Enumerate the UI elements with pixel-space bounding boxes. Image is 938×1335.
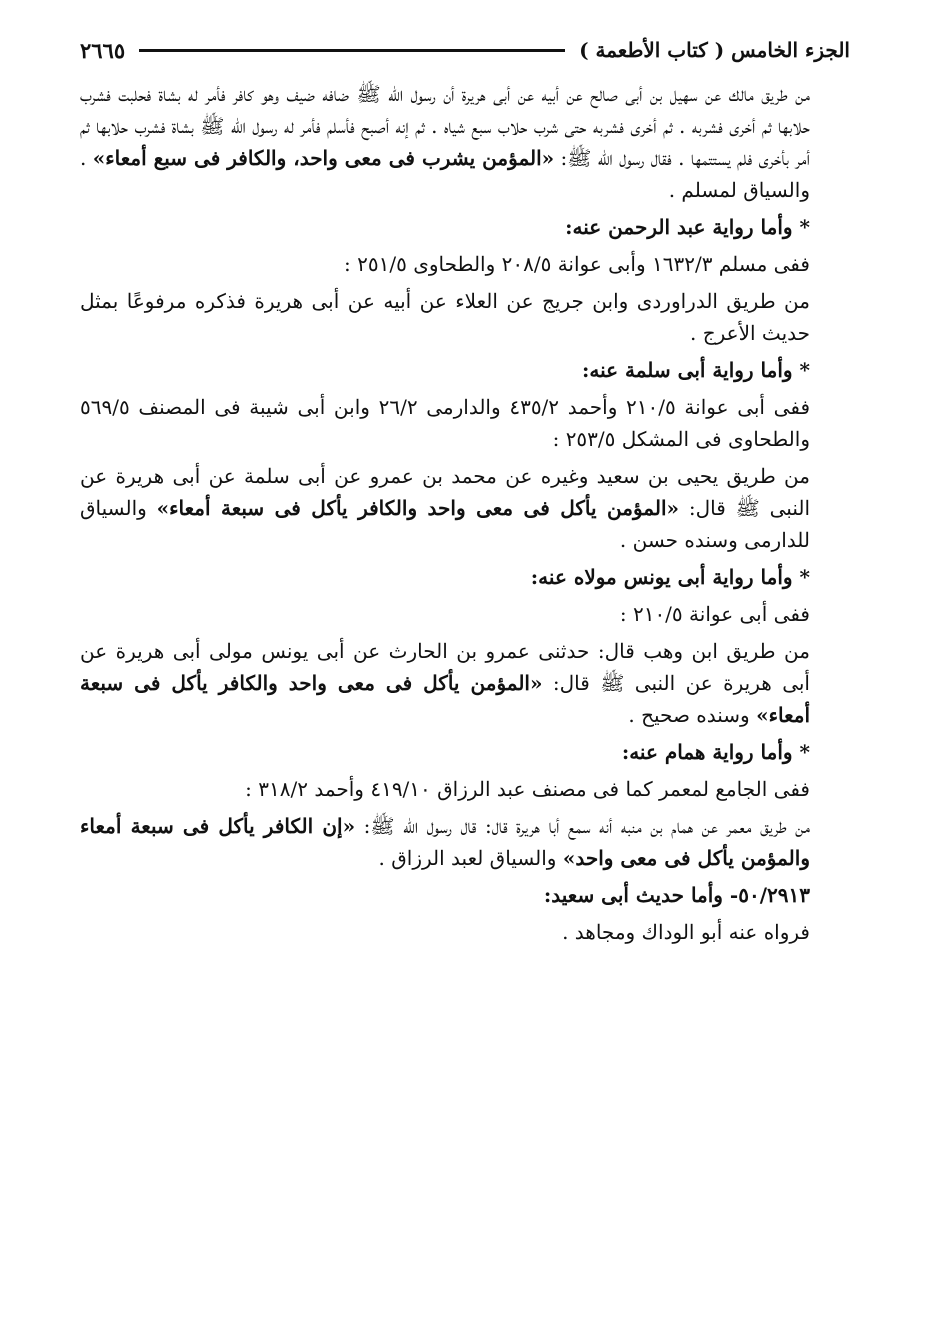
paragraph-sources-abu-awana — [80, 391, 850, 455]
paragraph-malik-route — [80, 78, 850, 206]
page-header — [80, 28, 850, 72]
asterisk-icon: * — [799, 565, 810, 589]
heading-text: وأما رواية عبد الرحمن عنه: — [565, 215, 793, 239]
section-heading-abu-yunus — [80, 561, 850, 593]
paragraph-text: ففى مسلم ١٦٣٢/٣ وأبى عوانة ٢٠٨/٥ والطحاوى ٢٥١/٥ : — [344, 252, 810, 276]
paragraph-text: من طريق ابن وهب قال: حدثنى عمرو بن الحارث عن أبى يونس مولى أبى هريرة عن أبى هريرة عن النبى ﷺ قال: — [80, 639, 810, 695]
page-body — [80, 78, 850, 953]
asterisk-icon: * — [799, 358, 810, 382]
paragraph-text: ففى أبى عوانة ٢١٠/٥ : — [619, 602, 810, 626]
paragraph-sources-muslim — [80, 248, 850, 280]
paragraph-text: والسياق للدارمى وسنده حسن . — [80, 496, 810, 552]
paragraph-text: من طريق معمر عن همام بن منبه أنه سمع أبا هريرة قال: قال رسول الله ﷺ: — [355, 814, 810, 838]
heading-text: وأما رواية أبى يونس مولاه عنه: — [530, 565, 793, 589]
paragraph-text: من طريق مالك عن سهيل بن أبى صالح عن أبيه عن أبى هريرة أن رسول الله ﷺ ضافه ضيف وهو كافر فأمر له بشاة فحلبت فشرب حلابها ثم أخرى فشربه . ثم أخرى فشربه حتى شرب حلاب سبع شياه . ثم إنه أصبح فأسلم فأمر له رسول الله ﷺ بشاة فشرب حلابها ثم أمر بأخرى فلم يستتمها . فقال رسول الله ﷺ: — [80, 82, 811, 170]
section-heading-hammam — [80, 736, 850, 768]
paragraph-ibn-wahb-route — [80, 635, 850, 731]
paragraph-text: . والسياق لمسلم . — [80, 146, 810, 202]
heading-text: ٥٠/٢٩١٣- وأما حديث أبى سعيد: — [543, 883, 810, 907]
paragraph-text: فرواه عنه أبو الوداك ومجاهد . — [562, 920, 810, 944]
paragraph-mamar-route — [80, 810, 850, 874]
asterisk-icon: * — [799, 215, 810, 239]
paragraph-yahya-route — [80, 460, 850, 556]
paragraph-sources-abu-awana-2 — [80, 598, 850, 630]
hadith-quote: «المؤمن يشرب فى معى واحد، والكافر فى سبع أمعاء» — [92, 146, 555, 170]
section-heading-abu-salama — [80, 354, 850, 386]
paragraph-abu-wadak — [80, 916, 850, 948]
heading-text: وأما رواية همام عنه: — [621, 740, 793, 764]
section-heading-abdulrahman — [80, 211, 850, 243]
paragraph-sources-jami — [80, 773, 850, 805]
hadith-quote: «إن الكافر يأكل فى سبعة أمعاء والمؤمن يأكل فى معى واحد» — [80, 814, 810, 870]
hadith-quote: «المؤمن يأكل فى معى واحد والكافر يأكل فى سبعة أمعاء» — [156, 496, 679, 520]
page-number: ٢٦٦٥ — [80, 37, 126, 63]
paragraph-darawardi-route — [80, 285, 850, 349]
heading-text: وأما رواية أبى سلمة عنه: — [581, 358, 793, 382]
paragraph-text: ففى الجامع لمعمر كما فى مصنف عبد الرزاق ٤١٩/١٠ وأحمد ٣١٨/٢ : — [245, 777, 810, 801]
paragraph-text: من طريق يحيى بن سعيد وغيره عن محمد بن عمرو عن أبى سلمة عن أبى هريرة عن النبى ﷺ قال: — [80, 464, 810, 520]
paragraph-text: وسنده صحيح . — [628, 703, 757, 727]
paragraph-text: والسياق لعبد الرزاق . — [378, 846, 563, 870]
running-title: الجزء الخامس ( كتاب الأطعمة ) — [579, 38, 850, 62]
asterisk-icon: * — [799, 740, 810, 764]
section-heading-abu-said — [80, 879, 850, 911]
header-rule — [139, 49, 565, 52]
paragraph-text: من طريق الدراوردى وابن جريج عن العلاء عن أبيه عن أبى هريرة فذكره مرفوعًا بمثل حديث الأعرج . — [80, 289, 810, 345]
paragraph-text: ففى أبى عوانة ٢١٠/٥ وأحمد ٤٣٥/٢ والدارمى ٢٦/٢ وابن أبى شيبة فى المصنف ٥٦٩/٥ والطحاوى فى المشكل ٢٥٣/٥ : — [80, 395, 811, 451]
hadith-quote: «المؤمن يأكل فى معى واحد والكافر يأكل فى سبعة أمعاء» — [80, 671, 810, 727]
